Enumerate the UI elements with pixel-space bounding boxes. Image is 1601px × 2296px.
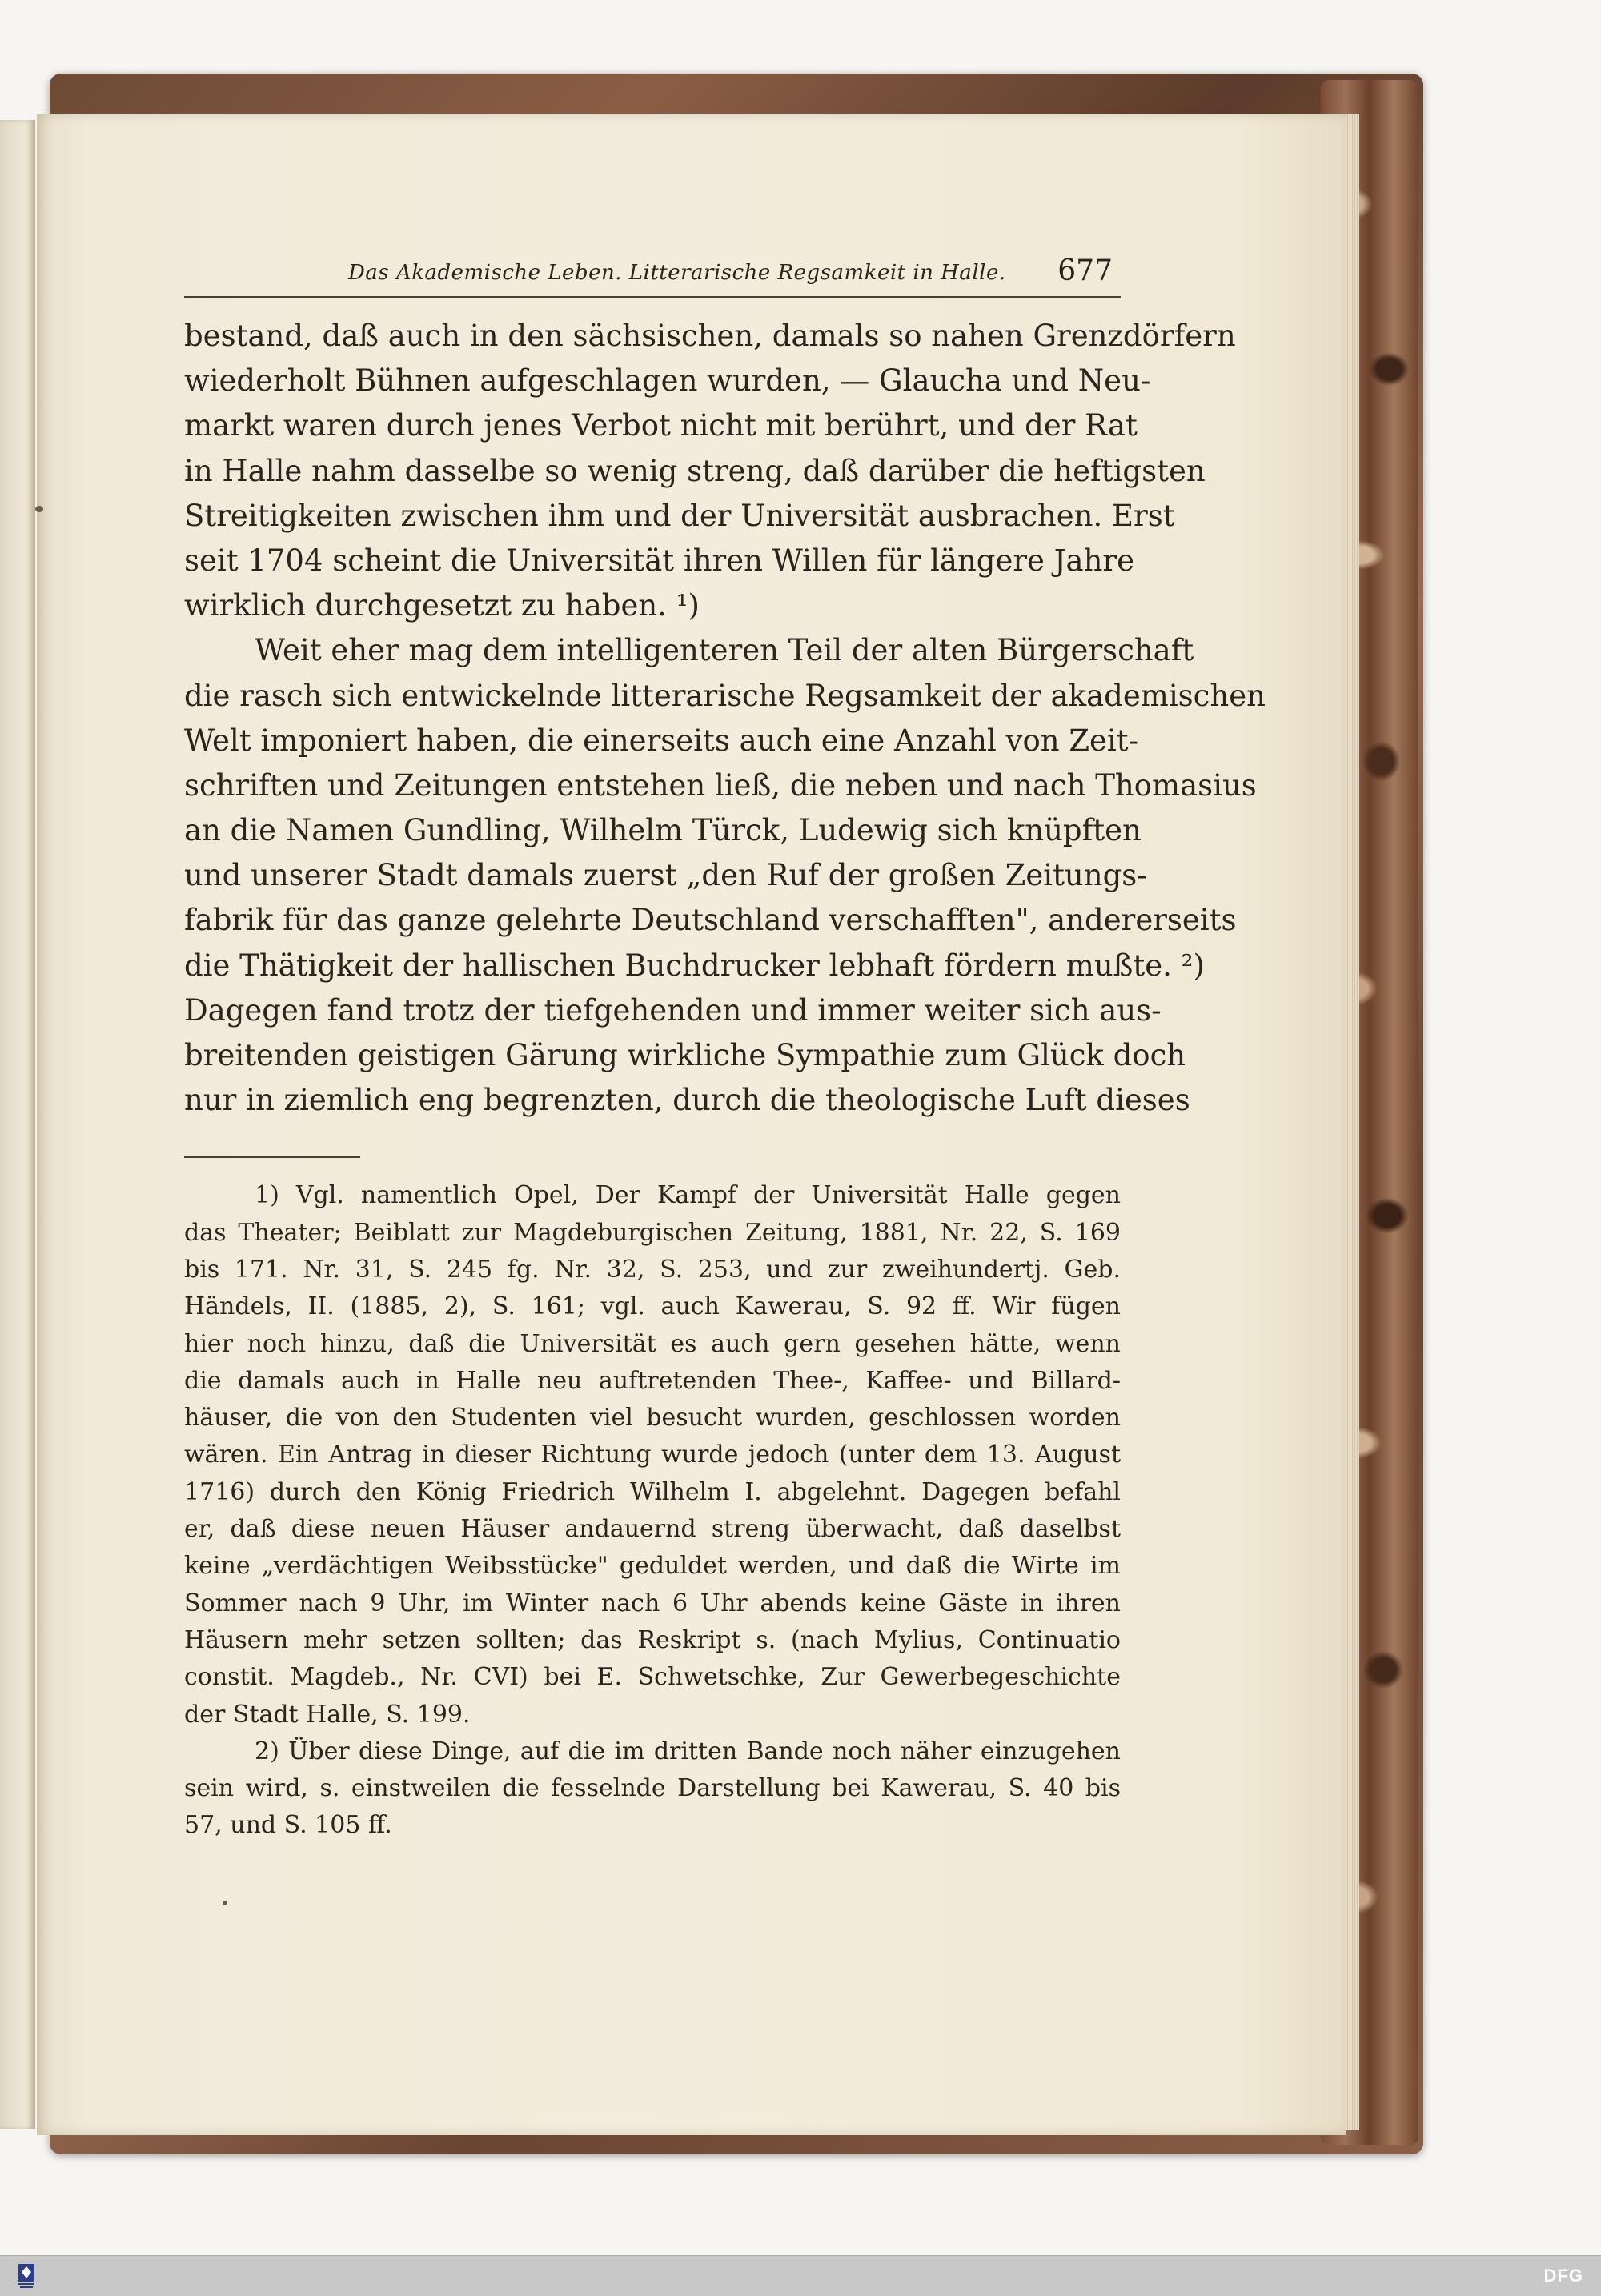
body-line: schriften und Zeitungen entstehen ließ, die neben und nach Thomasius bbox=[184, 767, 1257, 803]
body-line: Weit eher mag dem intelligenteren Teil der alten Bürgerschaft bbox=[255, 633, 1194, 668]
footnotes bbox=[184, 1177, 1121, 1844]
footnote-line: wären. Ein Antrag in dieser Richtung wurde jedoch (unter dem 13. August bbox=[184, 1441, 1121, 1469]
body-line: bestand, daß auch in den sächsischen, damals so nahen Grenzdörfern bbox=[184, 319, 1236, 353]
paper-speck bbox=[35, 506, 43, 512]
footnote-line: 57, und S. 105 ff. bbox=[184, 1811, 392, 1840]
footnote-line: häuser, die von den Studenten viel besucht wurden, geschlossen worden bbox=[184, 1404, 1121, 1432]
footnote-line: constit. Magdeb., Nr. CVI) bei E. Schwetschke, Zur Gewerbegeschichte bbox=[184, 1663, 1121, 1692]
footnote-line: Sommer nach 9 Uhr, im Winter nach 6 Uhr abends keine Gäste in ihren bbox=[184, 1589, 1121, 1617]
footnote-line: bis 171. Nr. 31, S. 245 fg. Nr. 32, S. 253, und zur zweihundertj. Geb. bbox=[184, 1255, 1121, 1284]
footnote-line: Händels, II. (1885, 2), S. 161; vgl. auch Kawerau, S. 92 ff. Wir fügen bbox=[184, 1292, 1121, 1321]
body-line: wiederholt Bühnen aufgeschlagen wurden, — Glaucha und Neu- bbox=[184, 363, 1151, 399]
footnote-line: sein wird, s. einstweilen die fesselnde Darstellung bei Kawerau, S. 40 bis bbox=[184, 1774, 1121, 1803]
viewer-footer-bar bbox=[0, 2255, 1601, 2296]
body-line: die rasch sich entwickelnde litterarische Regsamkeit der akademischen bbox=[184, 678, 1266, 713]
footnote-line: das Theater; Beiblatt zur Magdeburgischen Zeitung, 1881, Nr. 22, S. 169 bbox=[184, 1218, 1121, 1247]
body-line: und unserer Stadt damals zuerst „den Ruf der großen Zeitungs- bbox=[184, 858, 1147, 893]
facing-page-edge bbox=[0, 120, 35, 2129]
footnote-line: hier noch hinzu, daß die Universität es auch gern gesehen hätte, wenn bbox=[184, 1329, 1121, 1358]
body-line: nur in ziemlich eng begrenzten, durch die theologische Luft dieses bbox=[184, 1083, 1190, 1118]
body-text bbox=[184, 314, 1266, 1123]
body-line: in Halle nahm dasselbe so wenig streng, daß darüber die heftigsten bbox=[184, 453, 1206, 488]
footnote-line: Häusern mehr setzen sollten; das Reskript s. (nach Mylius, Continuatio bbox=[184, 1625, 1121, 1654]
footnote-line: er, daß diese neuen Häuser andauernd streng überwacht, daß daselbst bbox=[184, 1515, 1121, 1544]
paper-speck bbox=[223, 1901, 227, 1905]
body-line: breitenden geistigen Gärung wirkliche Sympathie zum Glück doch bbox=[184, 1038, 1186, 1072]
body-line: wirklich durchgesetzt zu haben. ¹) bbox=[184, 588, 700, 623]
footnote-line: der Stadt Halle, S. 199. bbox=[184, 1700, 471, 1729]
body-line: fabrik für das ganze gelehrte Deutschland verschafften", andererseits bbox=[184, 903, 1237, 938]
library-crest-icon[interactable] bbox=[16, 2262, 37, 2290]
footnote-line: keine „verdächtigen Weibsstücke" geduldet werden, und daß die Wirte im bbox=[184, 1552, 1121, 1581]
body-line: Streitigkeiten zwischen ihm und der Universität ausbrachen. Erst bbox=[184, 498, 1175, 533]
body-line: Dagegen fand trotz der tiefgehenden und immer weiter sich aus- bbox=[184, 992, 1162, 1028]
running-head-title: Das Akademische Leben. Litterarische Regsamkeit in Halle. bbox=[348, 261, 1006, 285]
running-head bbox=[184, 254, 1121, 298]
footnote-line: die damals auch in Halle neu auftretenden Thee-, Kaffee- und Billard- bbox=[184, 1366, 1121, 1395]
body-line: die Thätigkeit der hallischen Buchdrucker lebhaft fördern mußte. ²) bbox=[184, 948, 1205, 983]
footnote-rule bbox=[184, 1156, 360, 1158]
dfg-logo[interactable]: DFG bbox=[1543, 2266, 1583, 2286]
page-number: 677 bbox=[1057, 254, 1113, 287]
footnote-line: 2) Über diese Dinge, auf die im dritten Bande noch näher einzugehen bbox=[255, 1737, 1121, 1765]
body-line: seit 1704 scheint die Universität ihren Willen für längere Jahre bbox=[184, 543, 1135, 578]
body-line: markt waren durch jenes Verbot nicht mit berührt, und der Rat bbox=[184, 408, 1138, 443]
footnote-line: 1716) durch den König Friedrich Wilhelm I. abgelehnt. Dagegen befahl bbox=[184, 1477, 1121, 1506]
text-block bbox=[184, 254, 1266, 1845]
body-line: an die Namen Gundling, Wilhelm Türck, Ludewig sich knüpften bbox=[184, 813, 1142, 848]
footnote-line: 1) Vgl. namentlich Opel, Der Kampf der Universität Halle gegen bbox=[255, 1181, 1121, 1210]
body-line: Welt imponiert haben, die einerseits auch eine Anzahl von Zeit- bbox=[184, 723, 1139, 758]
